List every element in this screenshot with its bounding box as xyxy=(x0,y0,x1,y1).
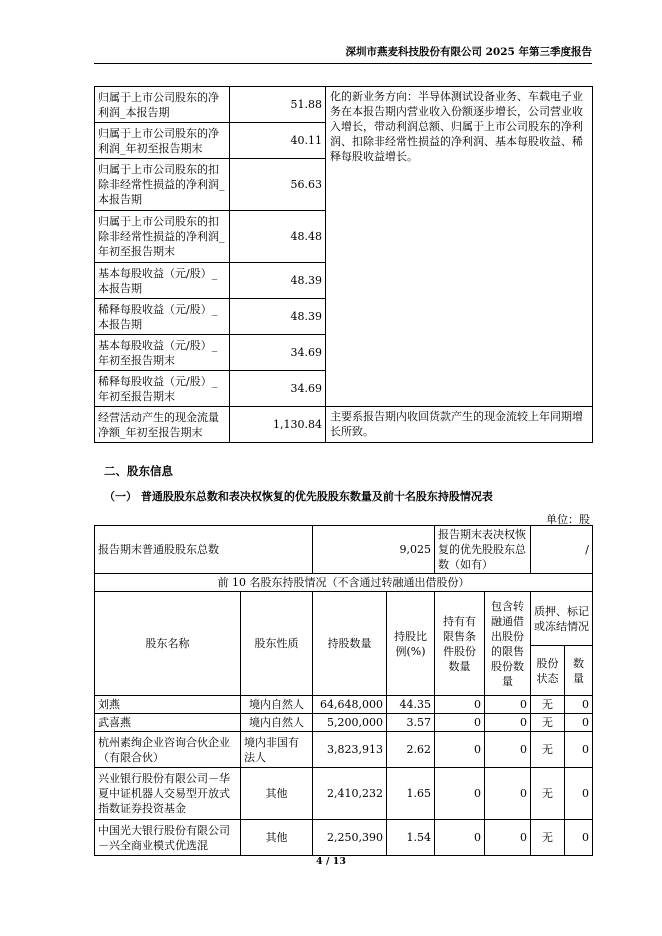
holder-nature: 其他 xyxy=(241,768,313,820)
row-label: 经营活动产生的现金流量净额_年初至报告期末 xyxy=(95,407,230,443)
subsection-heading: （一） 普通股股东总数和表决权恢复的优先股股东数量及前十名股东持股情况表 xyxy=(104,490,493,503)
unit-label: 单位：股 xyxy=(546,513,590,526)
summary-row xyxy=(95,526,593,574)
top10-title: 前 10 名股东持股情况（不含通过转融通出借股份） xyxy=(95,574,593,592)
holder-ratio: 44.35 xyxy=(387,696,435,714)
holder-shares: 2,250,390 xyxy=(313,820,387,856)
total-holders-value: 9,025 xyxy=(313,526,435,574)
holder-lending: 0 xyxy=(485,714,531,732)
holder-lending: 0 xyxy=(485,696,531,714)
holder-status: 无 xyxy=(531,820,565,856)
row-value: 48.39 xyxy=(230,299,326,335)
holder-status: 无 xyxy=(531,732,565,768)
pref-holders-label: 报告期末表决权恢复的优先股股东总数（如有） xyxy=(435,526,531,574)
section-heading: 二、股东信息 xyxy=(104,464,173,478)
total-holders-label: 报告期末普通股股东总数 xyxy=(95,526,313,574)
row-value: 40.11 xyxy=(230,123,326,159)
holder-restricted: 0 xyxy=(435,714,485,732)
page-number: 4 / 13 xyxy=(316,856,346,867)
table-row xyxy=(95,732,593,768)
header-row xyxy=(95,592,593,646)
holder-name: 杭州素绚企业咨询合伙企业（有限合伙） xyxy=(95,732,241,768)
holder-name: 中国光大银行股份有限公司－兴全商业模式优选混 xyxy=(95,820,241,856)
title-row xyxy=(95,574,593,592)
col-header-qty: 数量 xyxy=(565,646,593,696)
holder-shares: 3,823,913 xyxy=(313,732,387,768)
page-header: 深圳市燕麦科技股份有限公司 2025 年第三季度报告 xyxy=(94,44,592,64)
holder-qty: 0 xyxy=(565,732,593,768)
row-label: 归属于上市公司股东的净利润_年初至报告期末 xyxy=(95,123,230,159)
row-value: 48.48 xyxy=(230,211,326,263)
table-row xyxy=(95,820,593,856)
row-value: 1,130.84 xyxy=(230,407,326,443)
holder-restricted: 0 xyxy=(435,820,485,856)
holder-name: 刘燕 xyxy=(95,696,241,714)
holder-restricted: 0 xyxy=(435,732,485,768)
col-header-name: 股东名称 xyxy=(95,592,241,696)
holder-qty: 0 xyxy=(565,820,593,856)
holder-name: 兴业银行股份有限公司－华夏中证机器人交易型开放式指数证券投资基金 xyxy=(95,768,241,820)
row-label: 基本每股收益（元/股）_年初至报告期末 xyxy=(95,335,230,371)
holder-shares: 2,410,232 xyxy=(313,768,387,820)
holder-qty: 0 xyxy=(565,768,593,820)
holder-status: 无 xyxy=(531,696,565,714)
row-label: 稀释每股收益（元/股）_本报告期 xyxy=(95,299,230,335)
row-label: 基本每股收益（元/股）_本报告期 xyxy=(95,263,230,299)
holder-qty: 0 xyxy=(565,696,593,714)
table-row xyxy=(95,714,593,732)
holder-restricted: 0 xyxy=(435,768,485,820)
holder-ratio: 1.54 xyxy=(387,820,435,856)
table-row xyxy=(95,87,593,123)
row-label: 稀释每股收益（元/股）_年初至报告期末 xyxy=(95,371,230,407)
col-header-restricted: 持有有限售条件股份数量 xyxy=(435,592,485,696)
holder-name: 武喜燕 xyxy=(95,714,241,732)
profit-change-table xyxy=(94,86,593,443)
holder-restricted: 0 xyxy=(435,696,485,714)
row-label: 归属于上市公司股东的扣除非经常性损益的净利润_年初至报告期末 xyxy=(95,211,230,263)
holder-ratio: 1.65 xyxy=(387,768,435,820)
holder-nature: 境内非国有法人 xyxy=(241,732,313,768)
col-header-pledge: 质押、标记或冻结情况 xyxy=(531,592,593,646)
holder-lending: 0 xyxy=(485,768,531,820)
col-header-ratio: 持股比例(%) xyxy=(387,592,435,696)
row-value: 48.39 xyxy=(230,263,326,299)
cashflow-reason-note: 主要系报告期内收回货款产生的现金流较上年同期增长所致。 xyxy=(326,407,593,443)
col-header-lending: 包含转融通借出股份的限售股份数量 xyxy=(485,592,531,696)
holder-nature: 其他 xyxy=(241,820,313,856)
holder-status: 无 xyxy=(531,714,565,732)
holder-nature: 境内自然人 xyxy=(241,696,313,714)
shareholder-table xyxy=(94,525,593,856)
holder-status: 无 xyxy=(531,768,565,820)
row-value: 34.69 xyxy=(230,335,326,371)
col-header-shares: 持股数量 xyxy=(313,592,387,696)
holder-lending: 0 xyxy=(485,732,531,768)
holder-ratio: 2.62 xyxy=(387,732,435,768)
row-value: 56.63 xyxy=(230,159,326,211)
table-row xyxy=(95,768,593,820)
row-label: 归属于上市公司股东的净利润_本报告期 xyxy=(95,87,230,123)
col-header-status: 股份状态 xyxy=(531,646,565,696)
pref-holders-value: / xyxy=(531,526,593,574)
row-value: 34.69 xyxy=(230,371,326,407)
col-header-nature: 股东性质 xyxy=(241,592,313,696)
holder-lending: 0 xyxy=(485,820,531,856)
row-value: 51.88 xyxy=(230,87,326,123)
holder-ratio: 3.57 xyxy=(387,714,435,732)
change-reason-note: 化的新业务方向：半导体测试设备业务、车载电子业务在本报告期内营业收入份额逐步增长，公司营业收入增长，带动利润总额、归属于上市公司股东的净利润、扣除非经常性损益的净利润、基本每股收益、稀释每股收益增长。 xyxy=(326,87,593,407)
table-row xyxy=(95,407,593,443)
holder-shares: 5,200,000 xyxy=(313,714,387,732)
holder-qty: 0 xyxy=(565,714,593,732)
table-row xyxy=(95,696,593,714)
row-label: 归属于上市公司股东的扣除非经常性损益的净利润_本报告期 xyxy=(95,159,230,211)
holder-nature: 境内自然人 xyxy=(241,714,313,732)
holder-shares: 64,648,000 xyxy=(313,696,387,714)
